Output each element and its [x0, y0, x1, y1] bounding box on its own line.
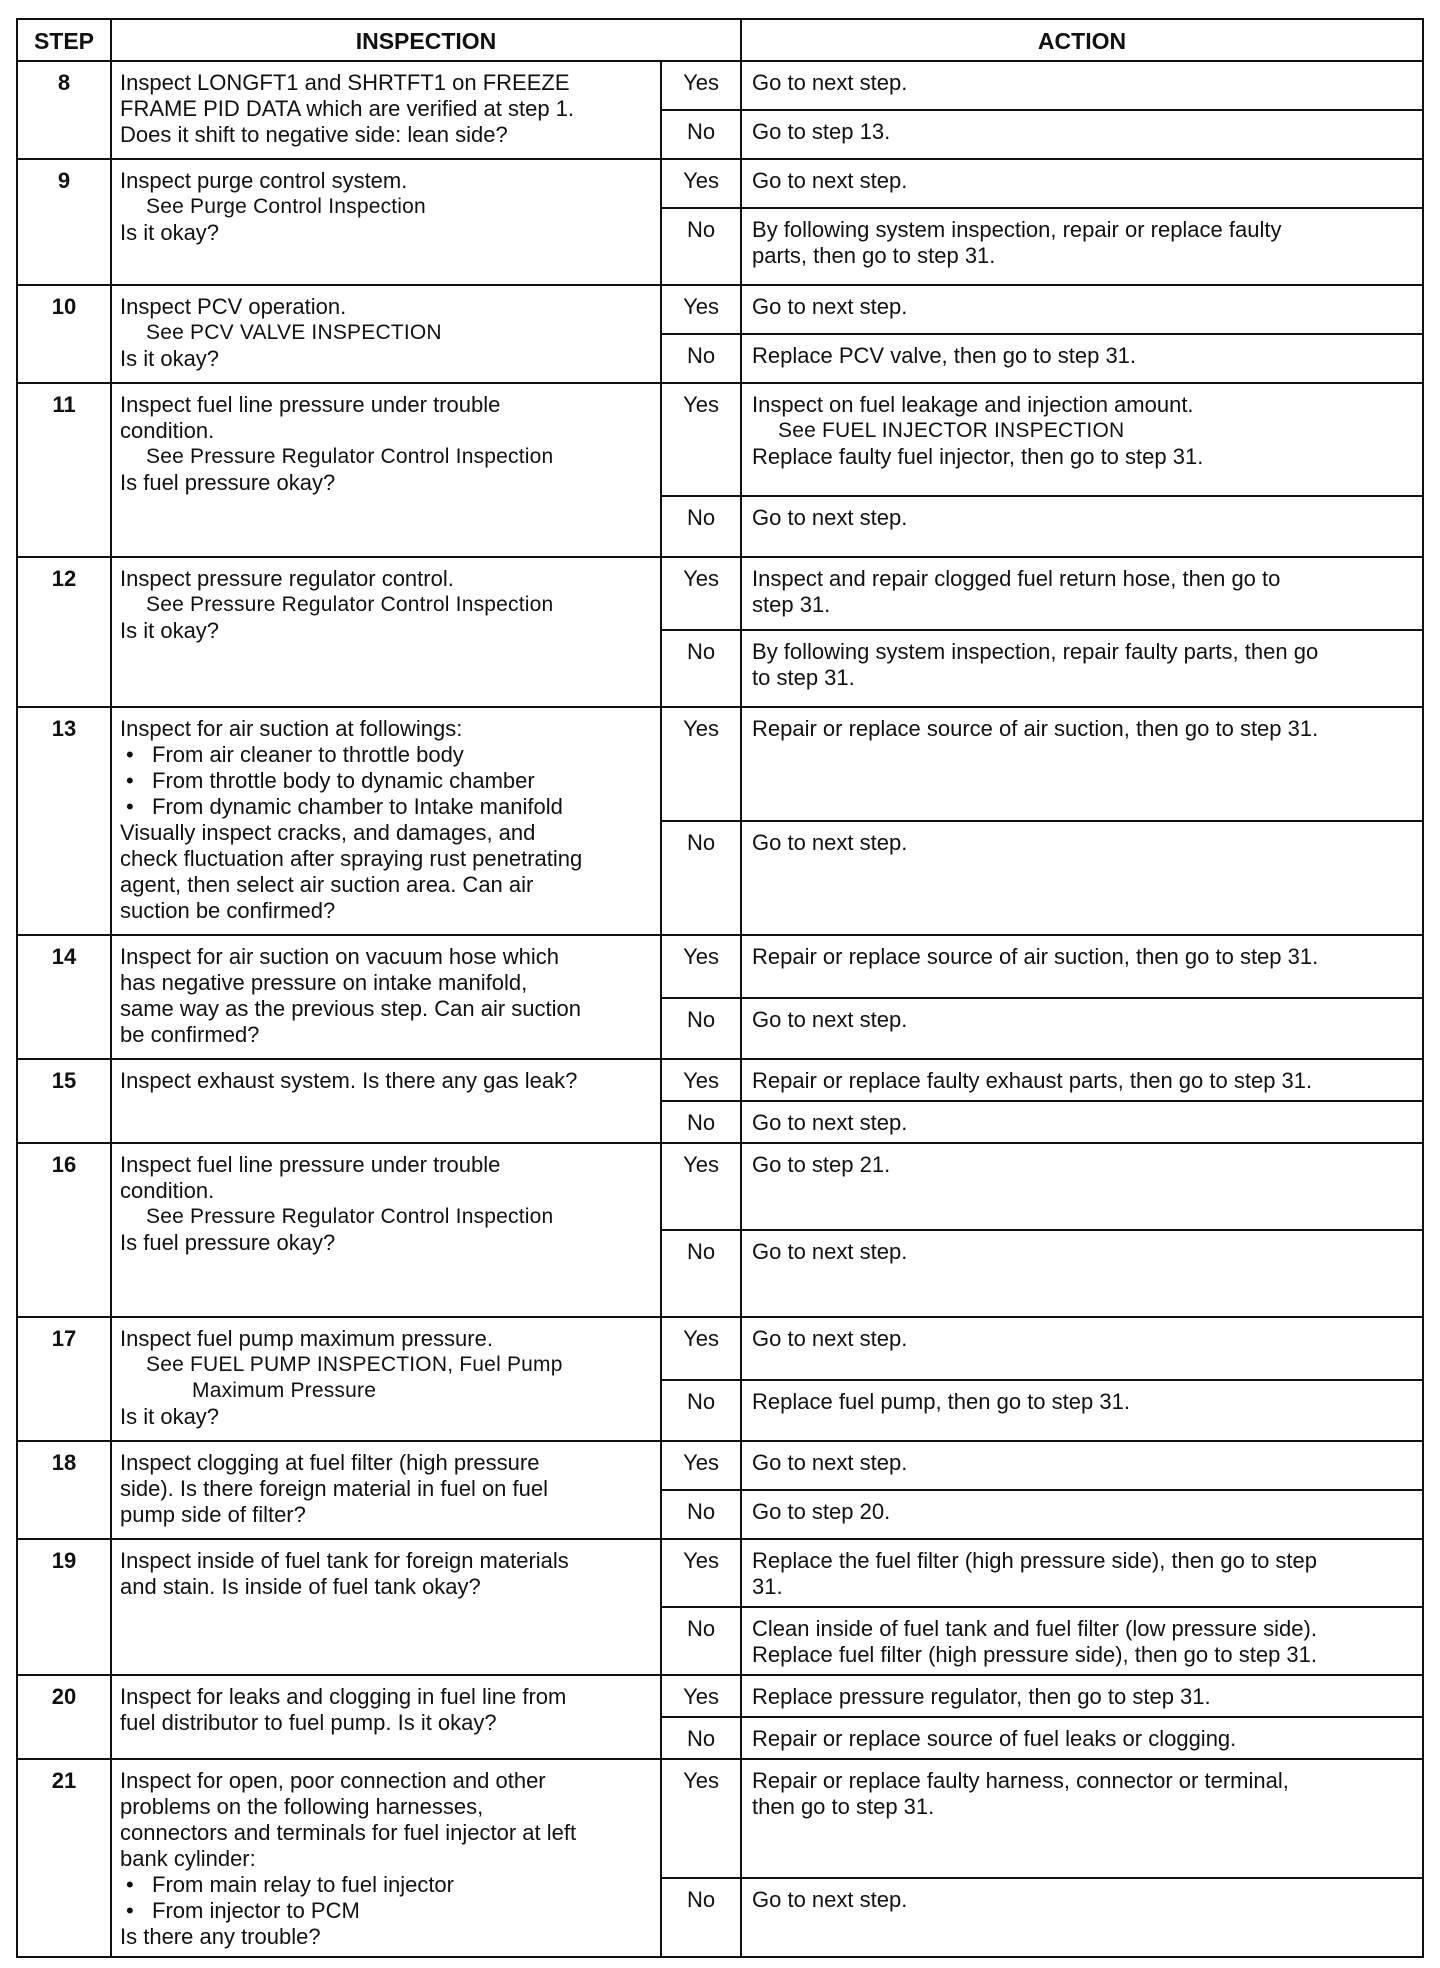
step-8-no-action [741, 110, 1423, 159]
step-number: 11 [17, 383, 111, 557]
yes-label: Yes [661, 1759, 741, 1878]
action-line: Repair or replace source of air suction, then go to step 31. [752, 716, 1319, 741]
diagnostic-procedure-table [16, 18, 1424, 1958]
inspection-line: Inspect for leaks and clogging in fuel line from [120, 1684, 567, 1709]
action-line: 31. [752, 1574, 783, 1599]
step-8-yes-row [17, 61, 1423, 110]
action-line: Replace the fuel filter (high pressure side), then go to step [752, 1548, 1318, 1573]
yes-label: Yes [661, 707, 741, 821]
step-11-yes-action [741, 383, 1423, 496]
step-number: 14 [17, 935, 111, 1059]
yes-label: Yes [661, 285, 741, 334]
action-line: Repair or replace faulty harness, connector or terminal, [752, 1768, 1289, 1793]
step-16-yes-action [741, 1143, 1423, 1230]
no-label: No [661, 630, 741, 707]
inspection-line: Inspect fuel pump maximum pressure. [120, 1326, 493, 1351]
step-11-inspection [111, 383, 661, 557]
step-number: 18 [17, 1441, 111, 1539]
step-18-yes-action [741, 1441, 1423, 1490]
inspection-line: Inspect inside of fuel tank for foreign materials [120, 1548, 569, 1573]
step-number: 15 [17, 1059, 111, 1143]
step-15-yes-row [17, 1059, 1423, 1101]
see-reference: See FUEL PUMP INSPECTION, Fuel Pump [146, 1353, 563, 1376]
step-9-no-action [741, 208, 1423, 285]
inspection-line: Inspect for air suction at followings: [120, 716, 463, 741]
step-17-yes-action [741, 1317, 1423, 1380]
step-number: 21 [17, 1759, 111, 1957]
step-10-yes-action [741, 285, 1423, 334]
action-line: Go to next step. [752, 1886, 908, 1912]
step-11-yes-row [17, 383, 1423, 496]
step-20-yes-action [741, 1675, 1423, 1717]
action-line: Replace faulty fuel injector, then go to step 31. [752, 444, 1204, 469]
step-number: 12 [17, 557, 111, 707]
action-line: Go to step 20. [752, 1499, 891, 1524]
step-19-yes-action [741, 1539, 1423, 1607]
inspection-question: suction be confirmed? [120, 898, 336, 923]
inspection-question: Visually inspect cracks, and damages, and [120, 820, 536, 845]
action-line: Inspect and repair clogged fuel return hose, then go to [752, 566, 1281, 591]
inspection-line: Does it shift to negative side: lean side? [120, 122, 508, 147]
step-17-inspection [111, 1317, 661, 1441]
inspection-question: agent, then select air suction area. Can air [120, 872, 534, 897]
step-21-yes-action [741, 1759, 1423, 1878]
inspection-line: condition. [120, 418, 215, 443]
inspection-line: Inspect fuel line pressure under trouble [120, 392, 501, 417]
yes-label: Yes [661, 383, 741, 496]
action-line: By following system inspection, repair or replace faulty [752, 217, 1282, 242]
step-12-yes-action [741, 557, 1423, 630]
inspection-line: Inspect purge control system. [120, 168, 408, 193]
inspection-line: Inspect exhaust system. Is there any gas leak? [120, 1068, 578, 1093]
inspection-question: Is it okay? [120, 220, 220, 245]
inspection-line: same way as the previous step. Can air suction [120, 996, 582, 1021]
step-9-yes-action [741, 159, 1423, 208]
no-label: No [661, 1607, 741, 1675]
see-reference: See Purge Control Inspection [146, 195, 426, 218]
bullet-item: • From air cleaner to throttle body [120, 742, 652, 768]
step-8-yes-action [741, 61, 1423, 110]
no-label: No [661, 496, 741, 557]
step-14-inspection [111, 935, 661, 1059]
step-15-no-action [741, 1101, 1423, 1143]
action-line: Go to next step. [752, 830, 908, 855]
no-label: No [661, 110, 741, 159]
inspection-question: Is fuel pressure okay? [120, 470, 336, 495]
step-20-yes-row [17, 1675, 1423, 1717]
action-line: By following system inspection, repair faulty parts, then go [752, 639, 1319, 664]
no-label: No [661, 1230, 741, 1317]
action-line: Replace PCV valve, then go to step 31. [752, 343, 1137, 368]
step-12-no-action [741, 630, 1423, 707]
step-19-no-action [741, 1607, 1423, 1675]
step-10-inspection [111, 285, 661, 383]
step-9-inspection [111, 159, 661, 285]
step-21-yes-row [17, 1759, 1423, 1878]
inspection-line: Inspect LONGFT1 and SHRTFT1 on FREEZE [120, 70, 570, 95]
yes-label: Yes [661, 159, 741, 208]
step-11-no-action [741, 496, 1423, 557]
bullet-item: • From throttle body to dynamic chamber [120, 768, 652, 794]
action-line: to step 31. [752, 665, 855, 690]
yes-label: Yes [661, 1539, 741, 1607]
inspection-question: check fluctuation after spraying rust penetrating [120, 846, 583, 871]
inspection-question: Is fuel pressure okay? [120, 1230, 336, 1255]
step-14-yes-action [741, 935, 1423, 998]
no-label: No [661, 208, 741, 285]
step-10-yes-row [17, 285, 1423, 334]
inspection-line: Inspect fuel line pressure under trouble [120, 1152, 501, 1177]
step-number: 9 [17, 159, 111, 285]
step-13-yes-action [741, 707, 1423, 821]
bullet-item: • From injector to PCM [120, 1898, 652, 1924]
step-number: 13 [17, 707, 111, 935]
inspection-line: Inspect PCV operation. [120, 294, 347, 319]
step-18-yes-row [17, 1441, 1423, 1490]
action-line: Replace fuel filter (high pressure side), then go to step 31. [752, 1642, 1318, 1667]
inspection-line: FRAME PID DATA which are verified at step 1. [120, 96, 575, 121]
yes-label: Yes [661, 1675, 741, 1717]
header-step: STEP [17, 19, 111, 61]
action-line: Inspect on fuel leakage and injection amount. [752, 392, 1194, 417]
no-label: No [661, 998, 741, 1059]
action-line: parts, then go to step 31. [752, 243, 996, 268]
inspection-line: Inspect pressure regulator control. [120, 566, 454, 591]
inspection-line: connectors and terminals for fuel injector at left [120, 1820, 577, 1845]
see-reference: Maximum Pressure [192, 1379, 377, 1402]
step-18-no-action [741, 1490, 1423, 1539]
step-16-yes-row [17, 1143, 1423, 1230]
step-14-yes-row [17, 935, 1423, 998]
yes-label: Yes [661, 1059, 741, 1101]
yes-label: Yes [661, 557, 741, 630]
step-13-inspection [111, 707, 661, 935]
action-line: Repair or replace faulty exhaust parts, then go to step 31. [752, 1068, 1313, 1093]
action-line: Go to next step. [752, 294, 908, 319]
no-label: No [661, 821, 741, 935]
see-reference: See Pressure Regulator Control Inspection [146, 593, 554, 616]
step-number: 16 [17, 1143, 111, 1317]
action-line: Repair or replace source of fuel leaks or clogging. [752, 1726, 1237, 1751]
yes-label: Yes [661, 1143, 741, 1230]
action-line: Go to next step. [752, 1007, 908, 1032]
step-13-yes-row [17, 707, 1423, 821]
action-line: Go to step 21. [752, 1152, 891, 1177]
step-number: 17 [17, 1317, 111, 1441]
step-number: 8 [17, 61, 111, 159]
step-18-inspection [111, 1441, 661, 1539]
step-number: 19 [17, 1539, 111, 1675]
yes-label: Yes [661, 61, 741, 110]
step-13-no-action [741, 821, 1423, 935]
header-inspection: INSPECTION [111, 19, 741, 61]
action-line: Clean inside of fuel tank and fuel filter (low pressure side). [752, 1616, 1317, 1641]
step-17-no-action [741, 1380, 1423, 1441]
inspection-line: Inspect for air suction on vacuum hose which [120, 944, 560, 969]
header-action: ACTION [741, 19, 1423, 61]
inspection-line: has negative pressure on intake manifold, [120, 970, 528, 995]
action-line: step 31. [752, 592, 831, 617]
no-label: No [661, 1878, 741, 1957]
bullet-item: • From main relay to fuel injector [120, 1872, 652, 1898]
step-8-inspection [111, 61, 661, 159]
action-line: Go to next step. [752, 1326, 908, 1351]
yes-label: Yes [661, 1317, 741, 1380]
action-line: Go to next step. [752, 1239, 908, 1264]
inspection-line: be confirmed? [120, 1022, 260, 1047]
inspection-line: pump side of filter? [120, 1502, 306, 1527]
action-line: Repair or replace source of air suction, then go to step 31. [752, 944, 1319, 969]
step-15-yes-action [741, 1059, 1423, 1101]
action-line: Replace pressure regulator, then go to step 31. [752, 1684, 1211, 1709]
no-label: No [661, 1490, 741, 1539]
step-12-inspection [111, 557, 661, 707]
step-12-yes-row [17, 557, 1423, 630]
step-10-no-action [741, 334, 1423, 383]
inspection-line: bank cylinder: [120, 1846, 256, 1871]
see-reference: See Pressure Regulator Control Inspection [146, 1205, 554, 1228]
action-line: Go to step 13. [752, 119, 891, 144]
step-20-inspection [111, 1675, 661, 1759]
inspection-line: Inspect clogging at fuel filter (high pressure [120, 1450, 540, 1475]
step-21-no-action [741, 1878, 1423, 1957]
inspection-line: fuel distributor to fuel pump. Is it okay? [120, 1710, 497, 1735]
step-16-no-action [741, 1230, 1423, 1317]
step-14-no-action [741, 998, 1423, 1059]
no-label: No [661, 1101, 741, 1143]
no-label: No [661, 1717, 741, 1759]
see-reference: See PCV VALVE INSPECTION [146, 321, 442, 344]
step-21-inspection [111, 1759, 661, 1957]
step-9-yes-row [17, 159, 1423, 208]
step-number: 10 [17, 285, 111, 383]
step-16-inspection [111, 1143, 661, 1317]
inspection-question: Is there any trouble? [120, 1924, 321, 1949]
inspection-line: problems on the following harnesses, [120, 1794, 484, 1819]
inspection-question: Is it okay? [120, 618, 220, 643]
step-number: 20 [17, 1675, 111, 1759]
step-19-yes-row [17, 1539, 1423, 1607]
step-20-no-action [741, 1717, 1423, 1759]
inspection-line: Inspect for open, poor connection and other [120, 1768, 546, 1793]
header-row [17, 19, 1423, 61]
action-line: Go to next step. [752, 70, 908, 95]
see-reference: See FUEL INJECTOR INSPECTION [778, 419, 1125, 442]
action-line: Replace fuel pump, then go to step 31. [752, 1389, 1130, 1414]
bullet-item: • From dynamic chamber to Intake manifold [120, 794, 652, 820]
action-line: Go to next step. [752, 505, 908, 530]
step-19-inspection [111, 1539, 661, 1675]
action-line: Go to next step. [752, 168, 908, 193]
step-15-inspection [111, 1059, 661, 1143]
action-line: Go to next step. [752, 1450, 908, 1475]
action-line: Go to next step. [752, 1110, 908, 1135]
action-line: then go to step 31. [752, 1794, 935, 1819]
no-label: No [661, 1380, 741, 1441]
no-label: No [661, 334, 741, 383]
yes-label: Yes [661, 1441, 741, 1490]
inspection-line: and stain. Is inside of fuel tank okay? [120, 1574, 481, 1599]
step-17-yes-row [17, 1317, 1423, 1380]
see-reference: See Pressure Regulator Control Inspection [146, 445, 554, 468]
inspection-question: Is it okay? [120, 346, 220, 371]
inspection-line: condition. [120, 1178, 215, 1203]
inspection-question: Is it okay? [120, 1404, 220, 1429]
yes-label: Yes [661, 935, 741, 998]
inspection-line: side). Is there foreign material in fuel on fuel [120, 1476, 549, 1501]
